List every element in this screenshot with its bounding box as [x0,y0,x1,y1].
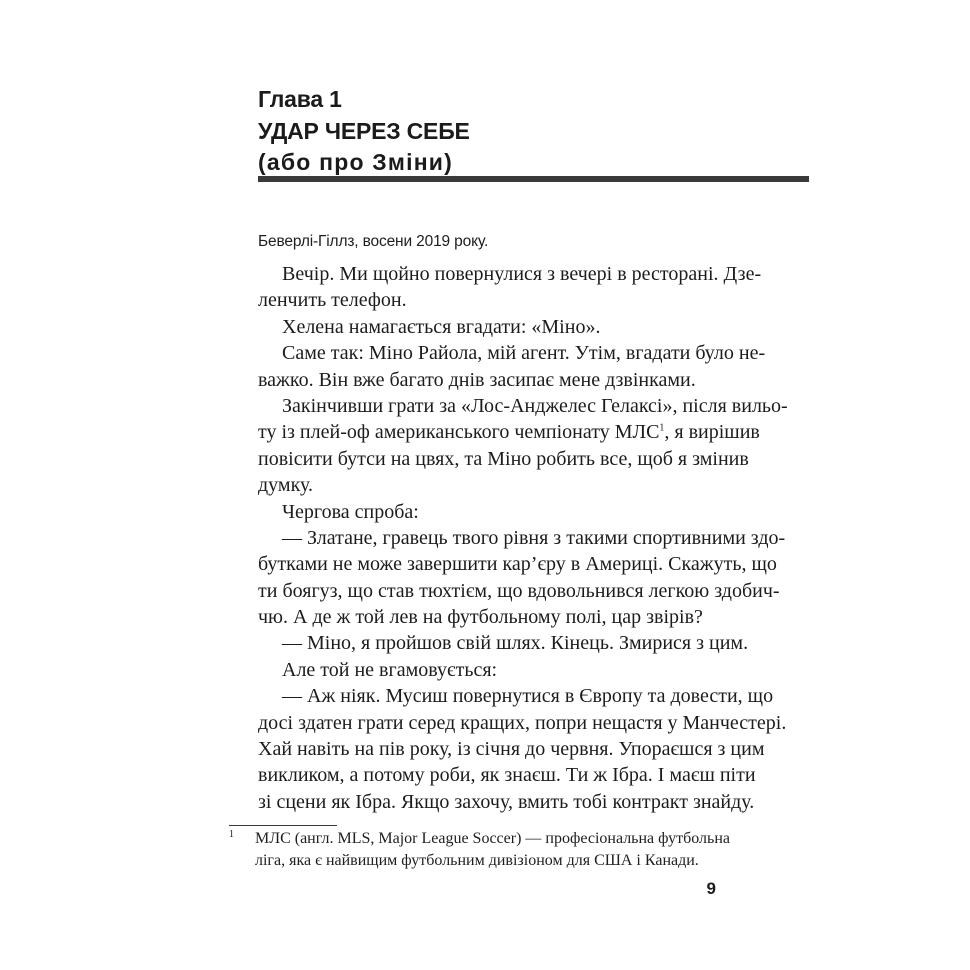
page-number: 9 [706,879,716,898]
chapter-heading [258,84,818,179]
body-line: викликом, а потому роби, як знаєш. Ти ж Ібра. І маєш піти [258,764,756,787]
chapter-divider [258,176,809,182]
body-line: бутками не може завершити кар’єру в Америці. Скажуть, що [258,553,777,576]
body-line-with-footnote [258,419,760,445]
footnote-line: 1 МЛС (англ. MLS, Major League Soccer) — професіональна футбольна [229,828,730,847]
body-line: Хай навіть на пів року, із січня до червня. Упораєшся з цим [258,738,765,761]
body-line-part: , я вирішив [664,421,760,444]
body-line: чю. А де ж той лев на футбольному полі, цар звірів? [258,606,703,629]
body-line: Хелена намагається вгадати: «Міно». [282,315,601,338]
place-date-line: Беверлі-Гіллз, восени 2019 року. [258,233,489,250]
body-line: думку. [258,474,313,497]
body-line: досі здатен грати серед кращих, попри нещастя у Манчестері. [258,711,787,734]
footnote-separator [229,825,337,826]
body-text [258,261,788,815]
body-line: — Аж ніяк. Мусиш повернутися в Європу та довести, що [282,685,774,708]
body-line: — Златане, гравець твого рівня з такими спортивними здо- [282,526,786,549]
chapter-number: Глава 1 [258,86,342,112]
body-line: ленчить телефон. [258,289,407,312]
body-line: зі сцени як Ібра. Якщо захочу, вмить тобі контракт знайду. [258,790,755,813]
body-line: ти боягуз, що став тюхтієм, що вдовольнився легкою здобич- [258,579,780,602]
body-line: Але той не вгамовується: [282,658,498,681]
chapter-title: УДАР ЧЕРЕЗ СЕБЕ [258,117,470,144]
body-line: Закінчивши грати за «Лос-Анджелес Гелаксі», після вильо- [282,394,788,417]
body-line: Чергова спроба: [282,500,419,523]
body-line: Саме так: Міно Райола, мій агент. Утім, вгадати було не- [282,342,766,365]
footnote-line: ліга, яка є найвищим футбольним дивізіоном для США і Канади. [255,852,699,869]
footnote [229,828,730,872]
body-line-part: ту із плей-оф американського чемпіонату МЛС [258,421,660,444]
body-line: повісити бутси на цвях, та Міно робить все, щоб я змінив [258,447,749,470]
footnote-text: МЛС (англ. MLS, Major League Soccer) — професіональна футбольна [255,830,730,847]
footnote-ref[interactable]: 1 [659,422,665,434]
body-line: важко. Він вже багато днів засипає мене дзвінками. [258,368,696,391]
body-line: Вечір. Ми щойно повернулися з вечері в ресторані. Дзе- [282,263,762,285]
body-line: — Міно, я пройшов свій шлях. Кінець. Змирися з цим. [282,632,749,655]
chapter-subtitle: (або про Зміни) [258,149,453,175]
